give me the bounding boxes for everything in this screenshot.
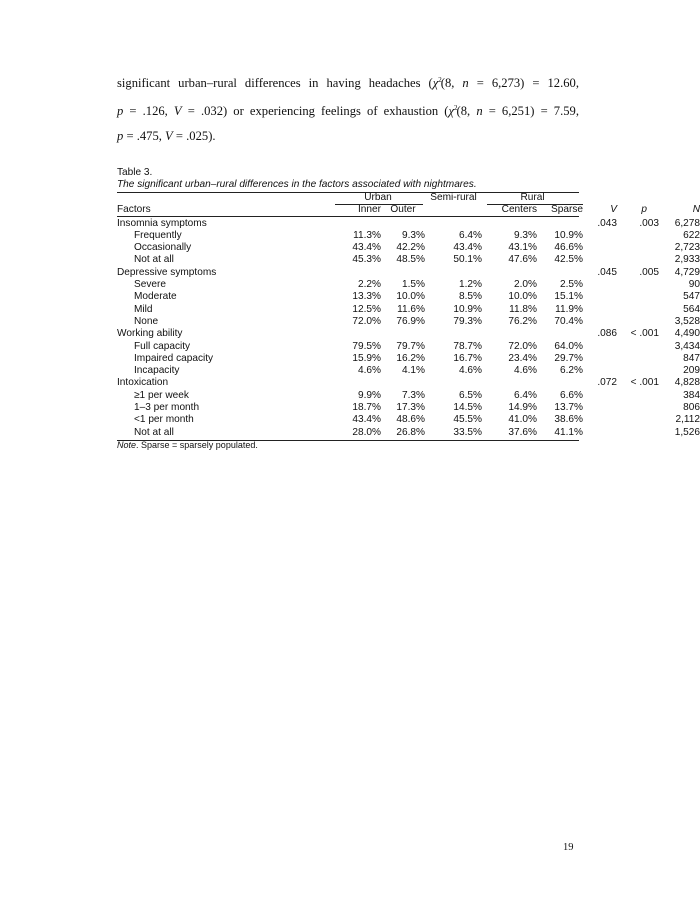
cell-outer: 4.1%: [401, 365, 425, 377]
table-row: [117, 365, 700, 377]
cell-inner: 2.2%: [357, 279, 381, 290]
cell-sparse: 11.9%: [555, 303, 583, 315]
row-label: Not at all: [134, 254, 174, 266]
cell-inner: 79.5%: [352, 340, 381, 352]
row-label: Depressive symptoms: [117, 266, 217, 278]
cell-centers: 14.9%: [508, 402, 537, 413]
cell-semi: 78.7%: [453, 340, 482, 352]
cell-semi: 45.5%: [453, 414, 482, 426]
table-label: Table 3.: [117, 167, 153, 178]
cell-semi: 1.2%: [458, 279, 482, 290]
cell-centers: 2.0%: [513, 279, 537, 290]
cell-sparse: 64.0%: [554, 340, 583, 352]
row-label: Incapacity: [134, 365, 180, 377]
cell-inner: 72.0%: [352, 315, 381, 327]
cell-outer: 48.5%: [396, 254, 425, 266]
cell-inner: 9.9%: [357, 389, 381, 401]
row-label: Severe: [134, 279, 166, 290]
cell-sparse: 13.7%: [554, 402, 583, 413]
table-row: [117, 426, 700, 439]
cell-outer: 42.2%: [396, 242, 425, 254]
cell-inner: 45.3%: [352, 254, 381, 266]
cell-n: 384: [683, 389, 700, 401]
table-row: [117, 291, 700, 303]
cell-outer: 10.0%: [396, 291, 425, 303]
cell-sparse: 2.5%: [559, 279, 583, 290]
page-number: 19: [563, 842, 574, 853]
table-row: [117, 242, 700, 254]
cell-semi: 43.4%: [453, 242, 482, 254]
cell-outer: 26.8%: [396, 426, 425, 438]
cell-sparse: 29.7%: [554, 352, 583, 364]
table-row: [117, 254, 700, 266]
cell-semi: 79.3%: [453, 315, 482, 327]
cell-semi: 6.4%: [458, 229, 482, 241]
header-sparse: Sparse: [551, 204, 583, 215]
table-row: [117, 352, 700, 365]
cell-outer: 76.9%: [396, 315, 425, 327]
table-row: [117, 229, 700, 242]
header-outer: Outer: [390, 204, 416, 215]
table-section-row: [117, 328, 700, 340]
cell-v: .086: [597, 328, 617, 340]
cell-sparse: 38.6%: [554, 414, 583, 426]
cell-v: .072: [597, 377, 617, 389]
table-row: [117, 389, 700, 402]
cell-inner: 4.6%: [357, 365, 381, 377]
cell-sparse: 42.5%: [554, 254, 583, 266]
table-row: [117, 402, 700, 414]
cell-sparse: 10.9%: [554, 229, 583, 241]
cell-outer: 7.3%: [401, 389, 425, 401]
header-p: p: [641, 204, 647, 215]
cell-centers: 41.0%: [508, 414, 537, 426]
group-header-rural: Rural: [520, 192, 545, 203]
table-title: The significant urban–rural differences in the factors associated with nightmares.: [117, 179, 477, 190]
cell-n: 4,729: [674, 266, 700, 278]
cell-inner: 11.3%: [353, 229, 381, 241]
cell-semi: 16.7%: [453, 352, 482, 364]
cell-semi: 4.6%: [458, 365, 482, 377]
cell-n: 4,490: [674, 328, 700, 340]
cell-n: 90: [688, 279, 700, 290]
cell-outer: 16.2%: [396, 352, 425, 364]
row-label: Not at all: [134, 426, 174, 438]
header-centers: Centers: [501, 204, 537, 215]
row-label: Full capacity: [134, 340, 191, 352]
cell-outer: 79.7%: [396, 340, 425, 352]
table-row: [117, 340, 700, 353]
row-label: Moderate: [134, 291, 177, 303]
row-label: Impaired capacity: [134, 352, 214, 364]
cell-centers: 10.0%: [508, 291, 537, 303]
cell-sparse: 41.1%: [554, 426, 583, 438]
cell-semi: 8.5%: [458, 291, 482, 303]
row-label: Frequently: [134, 229, 182, 241]
cell-p: .005: [639, 266, 659, 278]
row-label: Working ability: [117, 328, 183, 340]
cell-sparse: 46.6%: [554, 242, 583, 254]
cell-n: 847: [683, 352, 700, 364]
row-label: ≥1 per week: [134, 389, 189, 401]
table-row: [117, 315, 700, 328]
cell-n: 3,528: [674, 315, 700, 327]
cell-outer: 48.6%: [396, 414, 425, 426]
row-label: Intoxication: [117, 377, 169, 389]
cell-inner: 12.5%: [352, 303, 381, 315]
group-header-semi-rural: Semi-rural: [430, 192, 477, 203]
table-section-row: [117, 217, 700, 230]
group-header-row: [117, 192, 579, 204]
cell-sparse: 6.2%: [559, 365, 583, 377]
paragraph-line-2: p = .126, V = .032) or experiencing feelings of exhaustion ($\chi^2(8$, n = 6,251) = 7.59,: [117, 104, 579, 118]
cell-n: 564: [683, 303, 700, 315]
cell-centers: 6.4%: [513, 389, 537, 401]
cell-inner: 43.4%: [352, 414, 381, 426]
header-factors: Factors: [117, 204, 151, 215]
cell-sparse: 70.4%: [554, 315, 583, 327]
cell-centers: 4.6%: [513, 365, 537, 377]
cell-p: .003: [639, 217, 659, 229]
cell-centers: 37.6%: [508, 426, 537, 438]
header-inner: Inner: [357, 204, 381, 215]
cell-semi: 14.5%: [453, 402, 482, 413]
table-section-row: [117, 377, 700, 389]
cell-n: 547: [683, 291, 700, 303]
table-section-row: [117, 266, 700, 279]
cell-outer: 9.3%: [401, 229, 425, 241]
cell-n: 622: [683, 229, 700, 241]
cell-inner: 18.7%: [352, 402, 381, 413]
cell-centers: 76.2%: [508, 315, 537, 327]
row-label: <1 per month: [134, 414, 194, 426]
cell-centers: 9.3%: [513, 229, 537, 241]
paragraph-line-1: significant urban–rural differences in having headaches ($\chi^2(8$, n = 6,273) = 12.60,: [117, 76, 579, 90]
cell-n: 3,434: [674, 340, 700, 352]
cell-n: 6,278: [674, 217, 700, 229]
cell-inner: 43.4%: [352, 242, 381, 254]
cell-centers: 72.0%: [508, 340, 537, 352]
cell-p: < .001: [630, 377, 659, 389]
cell-semi: 50.1%: [453, 254, 482, 266]
table-row: [117, 414, 700, 426]
cell-outer: 17.3%: [396, 402, 425, 413]
row-label: Mild: [134, 303, 153, 315]
cell-n: 2,112: [675, 414, 700, 426]
group-header-urban: Urban: [364, 192, 392, 203]
table-row: [117, 303, 700, 316]
cell-sparse: 6.6%: [559, 389, 583, 401]
header-v: V: [610, 204, 617, 215]
cell-sparse: 15.1%: [554, 291, 583, 303]
cell-centers: 43.1%: [508, 242, 537, 254]
cell-semi: 10.9%: [453, 303, 482, 315]
cell-n: 2,723: [674, 242, 700, 254]
cell-v: .043: [597, 217, 617, 229]
column-header-row: [117, 204, 700, 216]
row-label: 1–3 per month: [134, 402, 200, 413]
cell-outer: 1.5%: [401, 279, 425, 290]
cell-n: 1,526: [674, 426, 700, 438]
cell-n: 806: [683, 402, 700, 413]
cell-inner: 15.9%: [352, 352, 381, 364]
cell-n: 2,933: [674, 254, 700, 266]
row-label: None: [134, 315, 159, 327]
cell-p: < .001: [630, 328, 659, 340]
cell-semi: 6.5%: [458, 389, 482, 401]
table-note: Note. Sparse = sparsely populated.: [117, 440, 258, 451]
cell-centers: 47.6%: [508, 254, 537, 266]
cell-inner: 13.3%: [352, 291, 381, 303]
paragraph-line-3: p = .475, V = .025).: [117, 129, 216, 143]
cell-centers: 23.4%: [508, 352, 537, 364]
table-row: [117, 279, 700, 291]
cell-n: 209: [683, 365, 700, 377]
cell-semi: 33.5%: [453, 426, 482, 438]
cell-centers: 11.8%: [509, 303, 537, 315]
cell-inner: 28.0%: [352, 426, 381, 438]
header-n: N: [692, 204, 700, 215]
row-label: Insomnia symptoms: [117, 217, 207, 229]
cell-n: 4,828: [674, 377, 700, 389]
cell-v: .045: [597, 266, 617, 278]
cell-outer: 11.6%: [397, 303, 425, 315]
row-label: Occasionally: [134, 242, 192, 254]
